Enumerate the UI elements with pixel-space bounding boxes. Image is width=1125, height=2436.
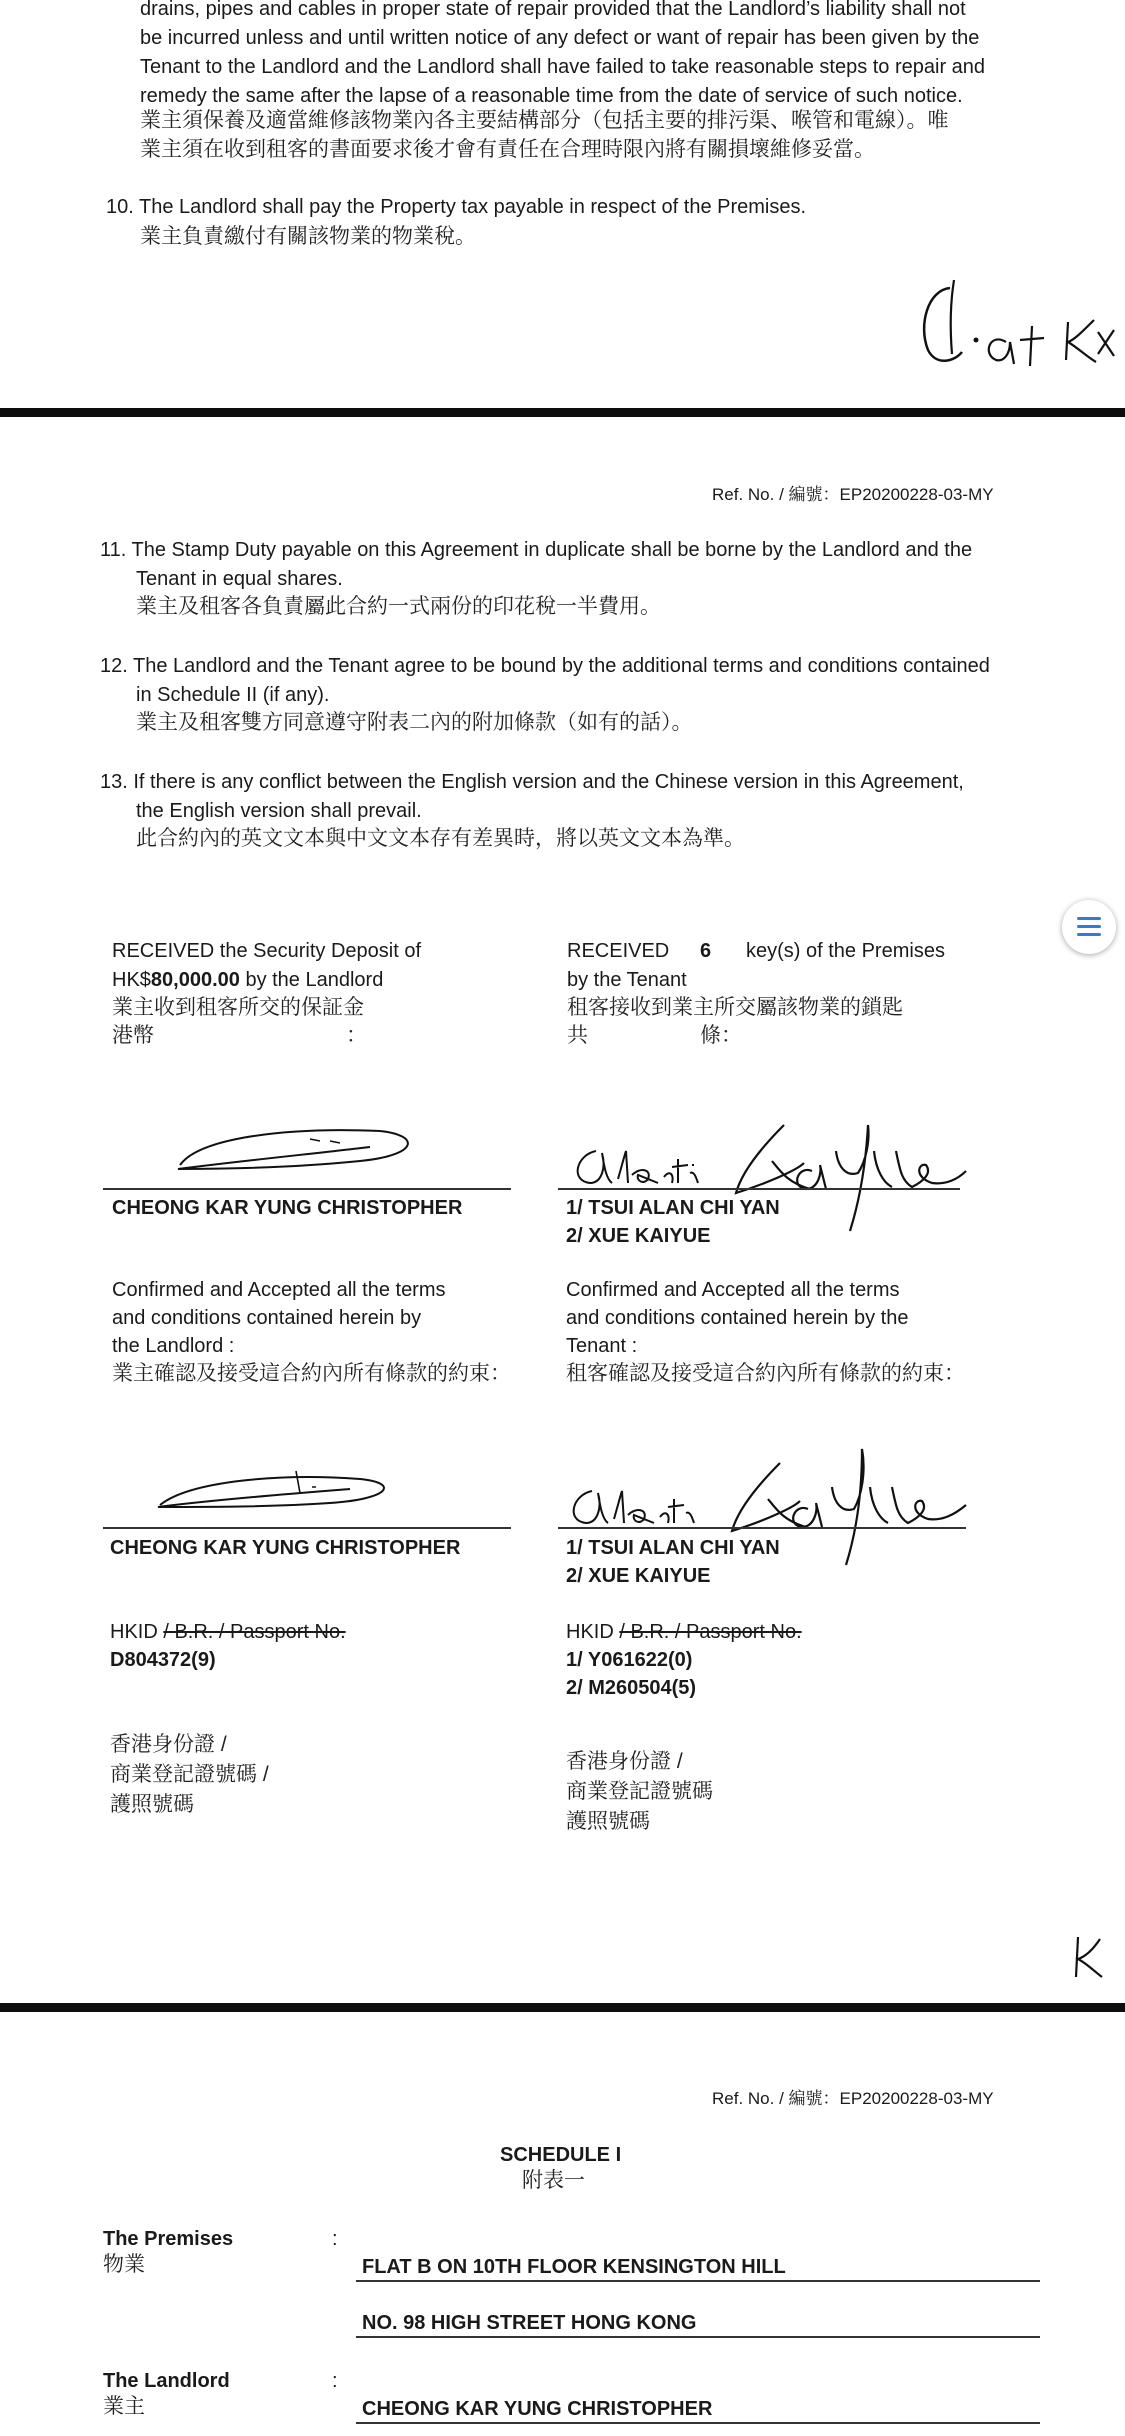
clause-10-zh: 業主負責繳付有關該物業的物業稅。: [140, 225, 476, 248]
clause-12-line-2: in Schedule II (if any).: [136, 684, 330, 706]
tenant-id-number-2: 2/ M260504(5): [566, 1677, 697, 1699]
clause-12-zh: 業主及租客雙方同意遵守附表二內的附加條款（如有的話）。: [136, 711, 693, 734]
tenant-id-label: [566, 1617, 802, 1647]
premises-line-1-rule: [356, 2280, 1040, 2282]
keys-received-label: RECEIVED: [567, 940, 670, 962]
id-label-prefix: HKID: [110, 1621, 164, 1643]
reference-number-page-3: Ref. No. / 編號：EP20200228-03-MY: [712, 2089, 994, 2108]
landlord-signature-line-2: [103, 1527, 511, 1529]
clause-10: 10. The Landlord shall pay the Property tax payable in respect of the Premises.: [106, 196, 807, 218]
tenant-id-zh-1: 香港身份證 /: [566, 1750, 683, 1773]
premises-label-zh: 物業: [103, 2253, 145, 2276]
tenant-name-1: 1/ TSUI ALAN CHI YAN: [566, 1197, 780, 1219]
landlord-colon: :: [332, 2370, 338, 2392]
document-page-3: [0, 2012, 1125, 2436]
tenant-id-zh-2: 商業登記證號碼: [566, 1780, 713, 1803]
deposit-amount-line: [112, 965, 383, 995]
id-label-prefix: HKID: [566, 1621, 620, 1643]
deposit-amount: 80,000.00: [150, 969, 240, 991]
tenant-id-zh-3: 護照號碼: [566, 1810, 650, 1833]
tenant-name-1-second: 1/ TSUI ALAN CHI YAN: [566, 1537, 780, 1559]
keys-zh-unit: 條：: [700, 1024, 742, 1047]
confirm-tenant-zh: 租客確認及接受這合約內所有條款的約束：: [566, 1362, 965, 1385]
menu-icon-bar: [1077, 933, 1101, 936]
clause-13-line-2: the English version shall prevail.: [136, 800, 422, 822]
id-label-struck: / B.R. / Passport No.: [619, 1621, 802, 1643]
landlord-id-zh-2: 商業登記證號碼 /: [110, 1763, 269, 1786]
clause-9-line-2: be incurred unless and until written notice of any defect or want of repair has been given by the: [140, 27, 980, 49]
landlord-signature-2: [150, 1457, 410, 1517]
tenant-signature-line: [558, 1188, 960, 1190]
deposit-zh-line-1: 業主收到租客所交的保証金: [112, 996, 364, 1019]
keys-count: 6: [700, 940, 712, 962]
landlord-id-number: D804372(9): [110, 1649, 216, 1671]
deposit-zh-currency: 港幣: [112, 1024, 154, 1047]
schedule-landlord-name: CHEONG KAR YUNG CHRISTOPHER: [362, 2398, 713, 2420]
id-label-struck: / B.R. / Passport No.: [163, 1621, 346, 1643]
deposit-zh-colon: ：: [346, 1024, 367, 1047]
floating-menu-button[interactable]: [1062, 900, 1116, 954]
premises-address-line-2: NO. 98 HIGH STREET HONG KONG: [362, 2312, 697, 2334]
keys-suffix: key(s) of the Premises: [746, 940, 945, 962]
premises-colon: :: [332, 2228, 338, 2250]
document-page-2: [0, 417, 1125, 2003]
clause-11-line-2: Tenant in equal shares.: [136, 568, 343, 590]
deposit-currency: HK$: [112, 969, 151, 991]
landlord-name-2: CHEONG KAR YUNG CHRISTOPHER: [110, 1537, 461, 1559]
clause-13-zh: 此合約內的英文文本與中文文本存有差異時，將以英文文本為準。: [136, 827, 745, 850]
premises-address-line-1: FLAT B ON 10TH FLOOR KENSINGTON HILL: [362, 2256, 786, 2278]
clause-12-line-1: 12. The Landlord and the Tenant agree to be bound by the additional terms and conditions contained: [100, 655, 990, 677]
clause-9-line-3: Tenant to the Landlord and the Landlord shall have failed to take reasonable steps to repair and: [140, 56, 986, 78]
landlord-signature: [170, 1117, 430, 1177]
landlord-id-zh-3: 護照號碼: [110, 1793, 194, 1816]
confirm-landlord-zh: 業主確認及接受這合約內所有條款的約束：: [112, 1362, 511, 1385]
tenant-name-2-second: 2/ XUE KAIYUE: [566, 1565, 711, 1587]
clause-11-zh: 業主及租客各負責屬此合約一式兩份的印花稅一半費用。: [136, 595, 661, 618]
landlord-label: The Landlord: [103, 2370, 230, 2392]
premises-line-2-rule: [356, 2336, 1040, 2338]
landlord-signature-line: [103, 1188, 511, 1190]
confirm-tenant-line-3: Tenant :: [566, 1335, 638, 1357]
tenant-signature-line-2: [558, 1527, 966, 1529]
confirm-landlord-line-3: the Landlord :: [112, 1335, 235, 1357]
keys-zh-line-1: 租客接收到業主所交屬該物業的鎖匙: [567, 996, 903, 1019]
landlord-id-zh-1: 香港身份證 /: [110, 1733, 227, 1756]
schedule-title: SCHEDULE I: [500, 2144, 622, 2166]
landlord-rule: [356, 2422, 1040, 2424]
page-separator: [0, 408, 1125, 417]
page-separator-2: [0, 2003, 1125, 2012]
confirm-tenant-line-1: Confirmed and Accepted all the terms: [566, 1279, 900, 1301]
keys-zh-total: 共: [567, 1024, 588, 1047]
tenant-name-2: 2/ XUE KAIYUE: [566, 1225, 711, 1247]
document-page-1: [0, 0, 1125, 408]
menu-icon-bar: [1077, 925, 1101, 928]
clause-11-line-1: 11. The Stamp Duty payable on this Agreement in duplicate shall be borne by the Landlord and the: [100, 539, 973, 561]
landlord-label-zh: 業主: [103, 2395, 145, 2418]
clause-9-zh-line-1: 業主須保養及適當維修該物業內各主要結構部分（包括主要的排污渠、喉管和電線）。唯: [140, 109, 949, 132]
landlord-name: CHEONG KAR YUNG CHRISTOPHER: [112, 1197, 463, 1219]
confirm-tenant-line-2: and conditions contained herein by the: [566, 1307, 909, 1329]
menu-icon-bar: [1077, 917, 1101, 920]
confirm-landlord-line-2: and conditions contained herein by: [112, 1307, 422, 1329]
reference-number: Ref. No. / 編號：EP20200228-03-MY: [712, 485, 994, 504]
handwritten-initials: [910, 270, 1120, 380]
corner-initial: [1068, 1933, 1108, 1983]
keys-by-tenant: by the Tenant: [567, 969, 687, 991]
deposit-received-line: RECEIVED the Security Deposit of: [112, 940, 422, 962]
schedule-title-zh: 附表一: [522, 2169, 585, 2192]
clause-9-line-1: drains, pipes and cables in proper state of repair provided that the Landlord’s liability shall not: [140, 0, 966, 20]
deposit-by-landlord: by the Landlord: [239, 969, 384, 991]
landlord-id-label: [110, 1617, 346, 1647]
tenant-id-number-1: 1/ Y061622(0): [566, 1649, 693, 1671]
premises-label: The Premises: [103, 2228, 234, 2250]
clause-13-line-1: 13. If there is any conflict between the English version and the Chinese version in this Agreement,: [100, 771, 964, 793]
confirm-landlord-line-1: Confirmed and Accepted all the terms: [112, 1279, 446, 1301]
clause-9-line-4: remedy the same after the lapse of a reasonable time from the date of service of such notice.: [140, 85, 963, 107]
clause-9-zh-line-2: 業主須在收到租客的書面要求後才會有責任在合理時限內將有關損壞維修妥當。: [140, 138, 875, 161]
